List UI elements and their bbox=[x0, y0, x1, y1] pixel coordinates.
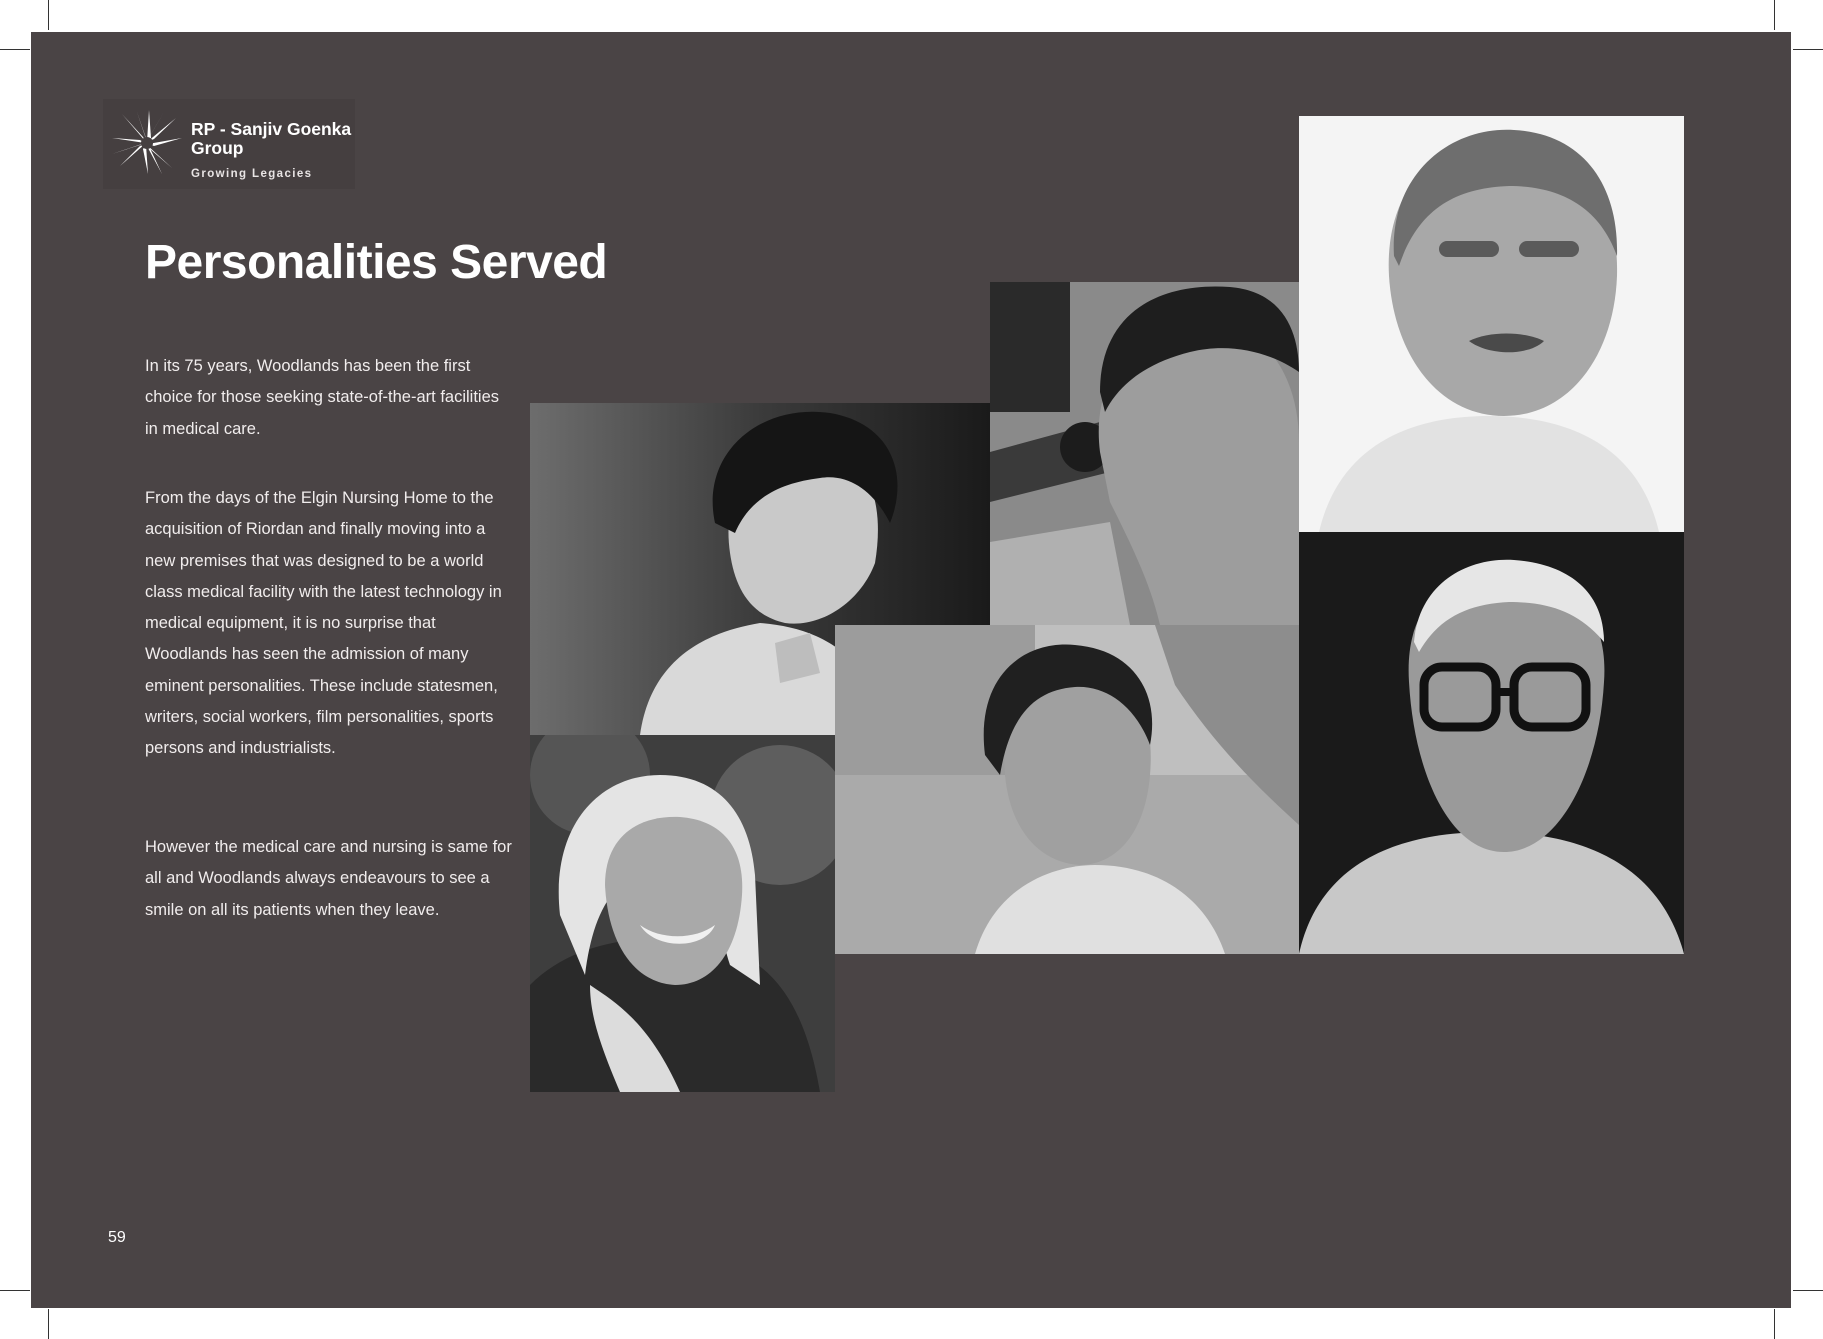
crop-mark bbox=[48, 1309, 49, 1339]
page-number: 59 bbox=[108, 1229, 126, 1246]
company-logo bbox=[103, 99, 355, 189]
photo-filmmaker-camera bbox=[990, 282, 1299, 625]
crop-mark bbox=[48, 0, 49, 30]
brand-tagline: Growing Legacies bbox=[191, 168, 313, 180]
brand-name bbox=[191, 120, 351, 158]
closing-paragraph: However the medical care and nursing is same for all and Woodlands always endeavours to see a smile on all its patients when they leave. bbox=[145, 838, 512, 919]
crop-mark bbox=[1793, 49, 1823, 50]
photo-portrait-elderly-man bbox=[1299, 116, 1684, 532]
page-title: Personalities Served bbox=[145, 236, 608, 289]
crop-mark bbox=[0, 49, 30, 50]
photo-nun-smiling bbox=[530, 735, 835, 1092]
crop-mark bbox=[1793, 1290, 1823, 1291]
photo-portrait-man-glasses bbox=[1299, 532, 1684, 954]
crop-mark bbox=[1774, 0, 1775, 30]
photo-actor-street bbox=[835, 625, 1299, 954]
star-burst-icon bbox=[110, 108, 184, 176]
crop-mark bbox=[0, 1290, 30, 1291]
crop-mark bbox=[1774, 1309, 1775, 1339]
history-paragraph: From the days of the Elgin Nursing Home to the acquisition of Riordan and finally moving into a new premises that was designed to be a world class medical facility with the latest technology in medical equipment, it is no surprise that Woodlands has seen the admission of many eminent personalities. These include statesmen, writers, social workers, film personalities, sports persons and industrialists. bbox=[145, 489, 502, 758]
intro-paragraph: In its 75 years, Woodlands has been the first choice for those seeking state-of-the-art facilities in medical care. bbox=[145, 357, 500, 438]
brand-line-2: Group bbox=[191, 138, 244, 158]
brand-line-1: RP - Sanjiv Goenka bbox=[191, 119, 352, 139]
